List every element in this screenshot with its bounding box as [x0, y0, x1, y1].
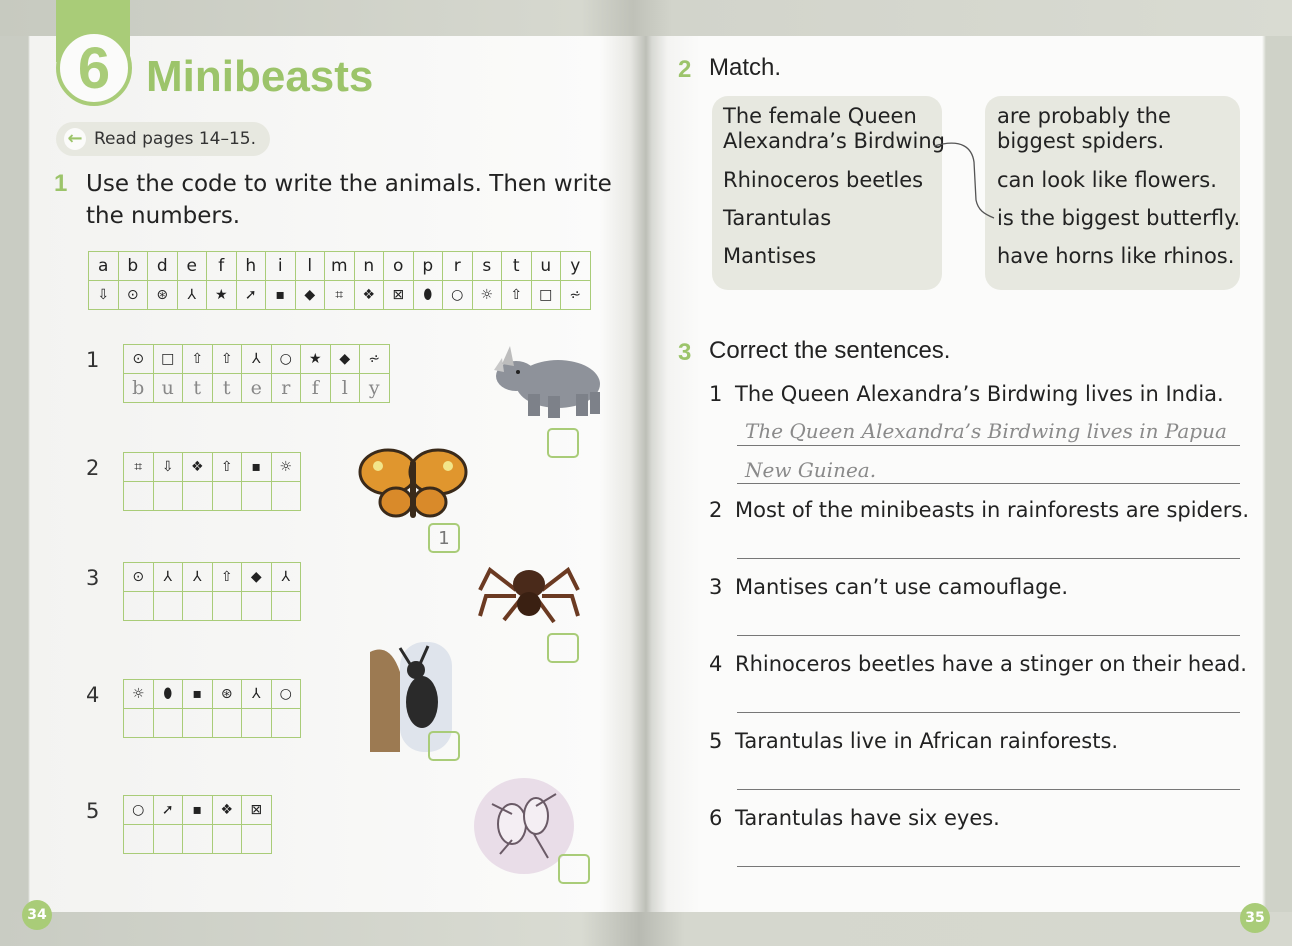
code-symbol-e: ⅄ — [177, 281, 207, 310]
code-letter-l: l — [295, 252, 325, 281]
puzzle-answer-cell[interactable]: u — [153, 374, 183, 403]
exercise2-number: 2 — [678, 56, 692, 83]
code-symbol-n: ❖ — [354, 281, 384, 310]
puzzle-answer-cell[interactable] — [153, 709, 183, 738]
puzzle-symbol: ▪ — [183, 796, 213, 825]
code-symbol-p: ⬮ — [413, 281, 443, 310]
puzzle-number-1: 1 — [86, 348, 100, 372]
code-letter-s: s — [472, 252, 502, 281]
rhino-illustration — [488, 336, 612, 422]
puzzle-answer-cell[interactable] — [124, 709, 154, 738]
answer-line[interactable] — [737, 558, 1240, 559]
page-title: Minibeasts — [146, 52, 374, 101]
code-letter-o: o — [384, 252, 414, 281]
code-symbol-b: ⊙ — [118, 281, 148, 310]
code-letter-a: a — [89, 252, 119, 281]
sentence-number: 3 — [709, 575, 723, 599]
code-symbol-t: ⇧ — [502, 281, 532, 310]
puzzle-answer-cell[interactable]: t — [212, 374, 242, 403]
code-letter-m: m — [325, 252, 355, 281]
answer-1-line2: New Guinea. — [745, 458, 877, 482]
puzzle-answer-cell[interactable] — [212, 592, 242, 621]
puzzle-symbol: ⇩ — [153, 453, 183, 482]
answer-line[interactable] — [737, 866, 1240, 867]
answer-box-4[interactable] — [428, 731, 460, 761]
puzzle-answer-cell[interactable] — [124, 482, 154, 511]
match-right-item-1[interactable]: are probably the biggest spiders. — [997, 104, 1171, 153]
puzzle-answer-cell[interactable] — [153, 592, 183, 621]
match-right-item-4[interactable]: have horns like rhinos. — [997, 244, 1235, 268]
sentence-text: Tarantulas live in African rainforests. — [735, 729, 1119, 753]
puzzle-symbol: ❖ — [183, 453, 213, 482]
puzzle-symbol: ○ — [271, 680, 301, 709]
puzzle-answer-cell[interactable] — [153, 482, 183, 511]
code-letter-b: b — [118, 252, 148, 281]
sentence-number: 5 — [709, 729, 723, 753]
answer-line[interactable] — [737, 483, 1240, 484]
code-symbol-a: ⇩ — [89, 281, 119, 310]
puzzle-number-2: 2 — [86, 456, 100, 480]
puzzle-symbol: ⇧ — [183, 345, 213, 374]
answer-1-line1: The Queen Alexandra’s Birdwing lives in Papua — [745, 419, 1227, 443]
sentence-3 — [709, 575, 1068, 599]
exercise1-number: 1 — [54, 170, 68, 197]
puzzle-answer-cell[interactable] — [212, 709, 242, 738]
butterfly-illustration — [358, 446, 468, 524]
puzzle-symbol: ⅄ — [183, 563, 213, 592]
sentence-number: 2 — [709, 498, 723, 522]
puzzle-answer-cell[interactable] — [183, 592, 213, 621]
code-symbol-u: □ — [531, 281, 561, 310]
puzzle-symbol: ⇧ — [212, 453, 242, 482]
code-symbol-s: ☼ — [472, 281, 502, 310]
match-right-item-2[interactable]: can look like flowers. — [997, 168, 1217, 192]
puzzle-answer-cell[interactable] — [153, 825, 183, 854]
puzzle-answer-cell[interactable] — [212, 482, 242, 511]
puzzle-answer-cell[interactable]: t — [183, 374, 213, 403]
puzzle-symbol: ☼ — [271, 453, 301, 482]
exercise3-title: Correct the sentences. — [709, 337, 951, 364]
puzzle-symbol: ⇧ — [212, 345, 242, 374]
sentence-number: 4 — [709, 652, 723, 676]
puzzle-symbol: ⇧ — [212, 563, 242, 592]
puzzle-symbol: ⊠ — [242, 796, 272, 825]
read-pages-pill — [56, 122, 270, 156]
puzzle-answer-cell[interactable]: y — [360, 374, 390, 403]
puzzle-number-5: 5 — [86, 799, 100, 823]
read-pages-text: Read pages 14–15. — [94, 129, 257, 149]
answer-line[interactable] — [737, 635, 1240, 636]
answer-line[interactable] — [737, 789, 1240, 790]
match-left-item-4[interactable]: Mantises — [723, 244, 817, 268]
code-letter-r: r — [443, 252, 473, 281]
puzzle-symbol: ○ — [271, 345, 301, 374]
puzzle-symbol: ⊙ — [124, 345, 154, 374]
puzzle-answer-cell[interactable] — [212, 825, 242, 854]
code-key-table — [88, 251, 591, 310]
exercise2-title: Match. — [709, 54, 782, 81]
puzzle-answer-cell[interactable]: f — [301, 374, 331, 403]
exercise3-number: 3 — [678, 339, 692, 366]
puzzle-answer-cell[interactable] — [124, 825, 154, 854]
code-symbol-i: ▪ — [266, 281, 296, 310]
match-left-item-2[interactable]: Rhinoceros beetles — [723, 168, 924, 192]
code-letter-y: y — [561, 252, 591, 281]
bottom-page-edge — [0, 912, 1292, 946]
puzzle-answer-cell[interactable]: l — [330, 374, 360, 403]
top-page-edge — [0, 0, 1292, 36]
code-symbol-l: ◆ — [295, 281, 325, 310]
puzzle-1-grid — [123, 344, 390, 403]
answer-line[interactable] — [737, 712, 1240, 713]
puzzle-answer-cell[interactable] — [271, 482, 301, 511]
puzzle-symbol: ❖ — [212, 796, 242, 825]
puzzle-3-grid — [123, 562, 301, 621]
sentence-4 — [709, 652, 1247, 676]
answer-line[interactable] — [737, 445, 1240, 446]
puzzle-5-grid — [123, 795, 272, 854]
puzzle-number-4: 4 — [86, 683, 100, 707]
sentence-text: Tarantulas have six eyes. — [735, 806, 1000, 830]
puzzle-answer-cell[interactable]: b — [124, 374, 154, 403]
sentence-text: The Queen Alexandra’s Birdwing lives in India. — [735, 382, 1224, 406]
puzzle-symbol: ○ — [124, 796, 154, 825]
code-symbol-y: ⩫ — [561, 281, 591, 310]
match-left-item-1[interactable]: The female Queen Alexandra’s Birdwing — [723, 104, 945, 153]
code-symbol-r: ○ — [443, 281, 473, 310]
code-symbol-d: ⊛ — [148, 281, 178, 310]
puzzle-answer-cell[interactable] — [242, 825, 272, 854]
puzzle-answer-cell[interactable] — [124, 592, 154, 621]
page-number-left: 34 — [22, 900, 52, 930]
match-right-item-3[interactable]: is the biggest butterfly. — [997, 206, 1241, 230]
puzzle-answer-cell[interactable] — [271, 709, 301, 738]
puzzle-symbol: ⅄ — [242, 345, 272, 374]
code-letter-i: i — [266, 252, 296, 281]
code-letter-d: d — [148, 252, 178, 281]
answer-box-2[interactable]: 1 — [428, 523, 460, 553]
puzzle-symbol: □ — [153, 345, 183, 374]
puzzle-answer-cell[interactable] — [271, 592, 301, 621]
puzzle-answer-cell[interactable] — [183, 482, 213, 511]
puzzle-symbol: ★ — [301, 345, 331, 374]
answer-box-1[interactable] — [547, 428, 579, 458]
puzzle-answer-cell[interactable] — [183, 709, 213, 738]
code-symbol-h: ➚ — [236, 281, 266, 310]
puzzle-symbol: ⊙ — [124, 563, 154, 592]
puzzle-symbol: ◆ — [330, 345, 360, 374]
match-left-item-3[interactable]: Tarantulas — [723, 206, 832, 230]
arrow-left-icon: ← — [64, 128, 86, 150]
sentence-text: Most of the minibeasts in rainforests are spiders. — [735, 498, 1250, 522]
spider-illustration — [476, 560, 582, 630]
puzzle-answer-cell[interactable] — [183, 825, 213, 854]
code-letter-t: t — [502, 252, 532, 281]
sentence-text: Rhinoceros beetles have a stinger on their head. — [735, 652, 1247, 676]
puzzle-symbol: ⅄ — [153, 563, 183, 592]
puzzle-answer-cell[interactable]: e — [242, 374, 272, 403]
sentence-text: Mantises can’t use camouflage. — [735, 575, 1069, 599]
code-letter-h: h — [236, 252, 266, 281]
puzzle-4-grid — [123, 679, 301, 738]
puzzle-symbol: ⩫ — [360, 345, 390, 374]
puzzle-2-grid — [123, 452, 301, 511]
sentence-1 — [709, 382, 1224, 406]
exercise1-instruction: Use the code to write the animals. Then write the numbers. — [86, 171, 612, 229]
sentence-6 — [709, 806, 1000, 830]
puzzle-symbol: ▪ — [183, 680, 213, 709]
puzzle-answer-cell[interactable] — [242, 482, 272, 511]
code-letter-p: p — [413, 252, 443, 281]
sentence-number: 1 — [709, 382, 723, 406]
puzzle-symbol: ⅄ — [271, 563, 301, 592]
sentence-5 — [709, 729, 1118, 753]
puzzle-symbol: ▪ — [242, 453, 272, 482]
code-symbol-m: ⌗ — [325, 281, 355, 310]
unit-number: 6 — [56, 30, 132, 106]
sentence-2 — [709, 498, 1249, 522]
code-letter-f: f — [207, 252, 237, 281]
page-number-right: 35 — [1240, 903, 1270, 933]
puzzle-symbol: ☼ — [124, 680, 154, 709]
code-letter-e: e — [177, 252, 207, 281]
answer-box-5[interactable] — [558, 854, 590, 884]
puzzle-number-3: 3 — [86, 566, 100, 590]
puzzle-symbol: ➚ — [153, 796, 183, 825]
code-symbol-f: ★ — [207, 281, 237, 310]
puzzle-symbol: ⅄ — [242, 680, 272, 709]
puzzle-symbol: ⬮ — [153, 680, 183, 709]
puzzle-symbol: ⌗ — [124, 453, 154, 482]
match-example-line — [932, 138, 996, 222]
code-letter-u: u — [531, 252, 561, 281]
puzzle-answer-cell[interactable] — [242, 592, 272, 621]
answer-box-3[interactable] — [547, 633, 579, 663]
code-letter-n: n — [354, 252, 384, 281]
puzzle-answer-cell[interactable] — [242, 709, 272, 738]
puzzle-symbol: ◆ — [242, 563, 272, 592]
puzzle-answer-cell[interactable]: r — [271, 374, 301, 403]
puzzle-symbol: ⊛ — [212, 680, 242, 709]
code-symbol-o: ⊠ — [384, 281, 414, 310]
sentence-number: 6 — [709, 806, 723, 830]
